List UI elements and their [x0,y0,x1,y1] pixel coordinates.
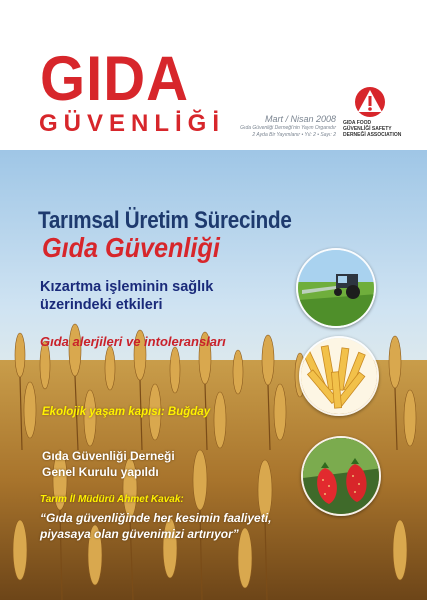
association-name [343,120,409,138]
issue-date: Mart / Nisan 2008 [264,114,336,124]
issue-publisher: Gıda Güvenliği Derneği'nin Yayın Organıdır [240,125,336,131]
story-frying-line-1: Kızartma işleminin sağlık [40,279,214,295]
strawberries-photo [301,436,381,516]
logo-subtitle: GÜVENLİĞİ [39,110,226,137]
logo-title: GIDA [40,43,189,114]
main-headline: Tarımsal Üretim Sürecinde [38,207,292,234]
interview-quote-line-1: “Gıda güvenliğinde her kesimin faaliyeti, [40,511,272,525]
issue-info [226,114,336,139]
story-general-assembly-line-2: Genel Kurulu yapıldı [42,465,159,479]
french-fries-photo [299,336,379,416]
story-frying-line-2: üzerindeki etkileri [40,297,163,313]
association-line-3: DERNEĞİ ASSOCIATION [343,132,402,138]
interview-quote-line-2: piyasaya olan güvenimizi artırıyor” [40,527,239,541]
main-headline-highlight: Gıda Güvenliği [42,232,220,263]
tractor-photo [296,248,376,328]
masthead [0,0,427,150]
association-line-1: GIDA FOOD [343,120,372,126]
story-frying [40,278,213,314]
issue-frequency: 2 Ayda Bir Yayımlanır • Yıl: 2 • Sayı: 2 [252,132,336,138]
story-general-assembly [42,448,175,480]
interview-speaker: Tarım İl Müdürü Ahmet Kavak: [40,494,184,505]
story-allergies: Gıda alerjileri ve intoleransları [40,334,226,349]
association-emblem-icon [353,86,387,118]
story-general-assembly-line-1: Gıda Güvenliği Derneği [42,449,175,463]
story-wheat: Ekolojik yaşam kapısı: Buğday [42,406,211,418]
association-line-2: GÜVENLİĞİ SAFETY [343,126,392,132]
association-logo [343,86,409,146]
interview-quote [40,510,271,542]
